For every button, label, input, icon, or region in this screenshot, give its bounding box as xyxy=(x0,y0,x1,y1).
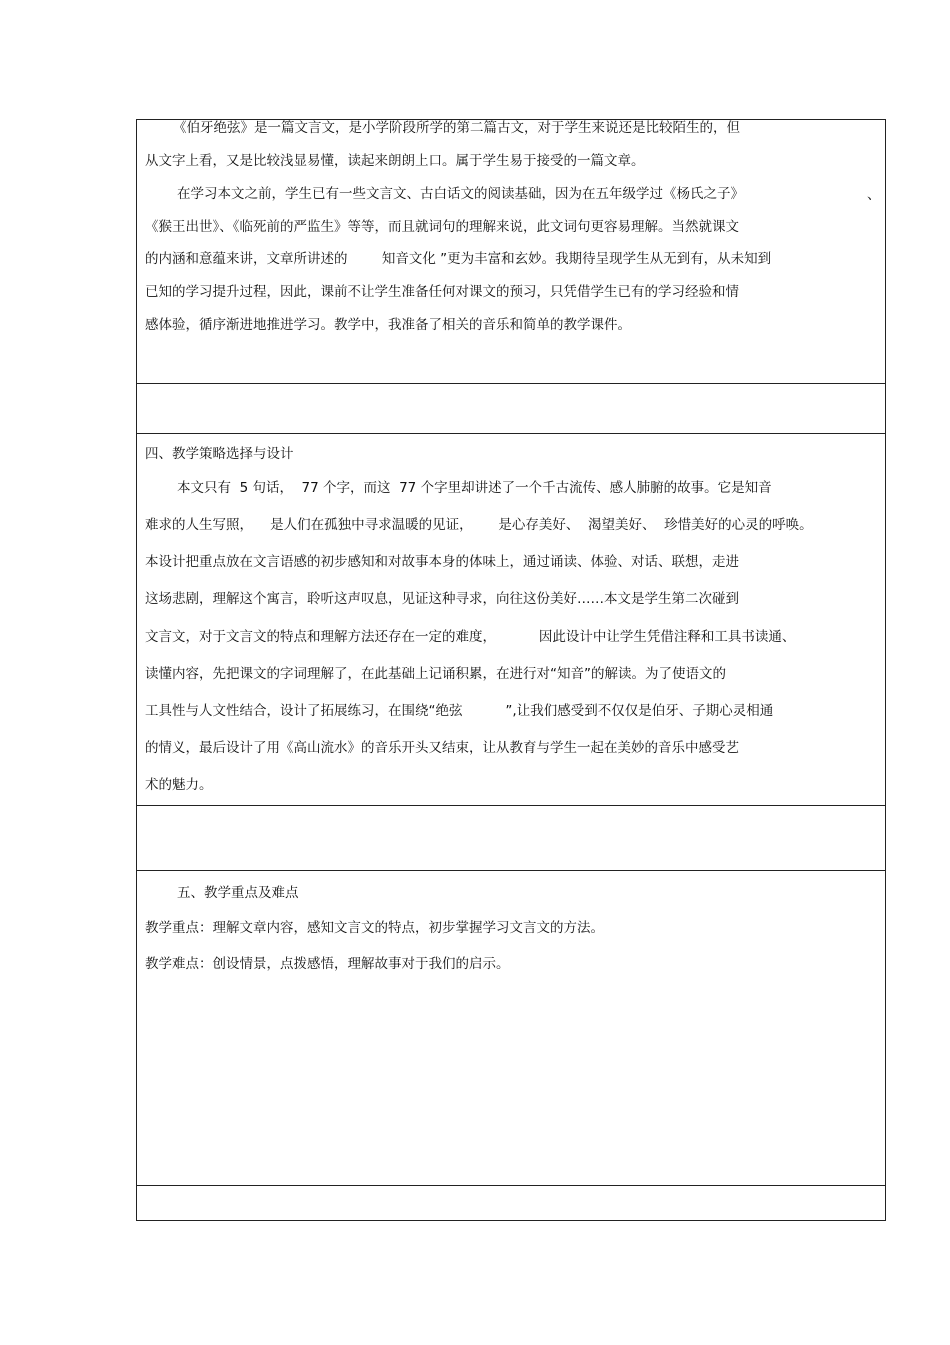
strategy-line: 这场悲剧，理解这个寓言，聆听这声叹息，见证这种寻求，向往这份美好……本文是学生第二次碰到 xyxy=(145,591,739,607)
intro-line: 的内涵和意蕴来讲，文章所讲述的 知音文化 ”更为丰富和玄妙。我期待呈现学生从无到有，从未知到 xyxy=(145,251,772,267)
strategy-line: 的情义，最后设计了用《高山流水》的音乐开头又结束，让从教育与学生一起在美妙的音乐中感受艺 xyxy=(145,740,739,756)
intro-line: 已知的学习提升过程，因此，课前不让学生准备任何对课文的预习，只凭借学生已有的学习经验和情 xyxy=(145,284,739,300)
strategy-line: 读懂内容，先把课文的字词理解了，在此基础上记诵积累，在进行对“知音”的解读。为了使语文的 xyxy=(145,666,726,682)
intro-line: 感体验，循序渐进地推进学习。教学中，我准备了相关的音乐和简单的教学课件。 xyxy=(145,317,631,333)
intro-line: 在学习本文之前，学生已有一些文言文、古白话文的阅读基础，因为在五年级学过《杨氏之子》 xyxy=(177,186,744,202)
strategy-line: 难求的人生写照， 是人们在孤独中寻求温暖的见证， 是心存美好、 渴望美好、 珍惜美好的心灵的呼唤。 xyxy=(145,517,813,533)
strategy-line: 术的魅力。 xyxy=(145,777,213,793)
difficulty-text: 教学难点：创设情景，点拨感悟，理解故事对于我们的启示。 xyxy=(145,956,510,972)
intro-line: 从文字上看，又是比较浅显易懂，读起来朗朗上口。属于学生易于接受的一篇文章。 xyxy=(145,153,645,169)
key-point-text: 教学重点：理解文章内容，感知文言文的特点，初步掌握学习文言文的方法。 xyxy=(145,920,604,936)
row-divider xyxy=(137,870,885,871)
intro-line: 《伯牙绝弦》是一篇文言文，是小学阶段所学的第二篇古文，对于学生来说还是比较陌生的，但 xyxy=(173,120,740,136)
lesson-plan-table xyxy=(136,119,886,1221)
row-divider xyxy=(137,805,885,806)
row-divider xyxy=(137,433,885,434)
intro-line: 《猴王出世》、《临死前的严监生》等等，而且就词句的理解来说，此文词句更容易理解。当然就课文 xyxy=(145,219,739,235)
section-heading: 四、教学策略选择与设计 xyxy=(145,446,294,462)
strategy-line: 工具性与人文性结合，设计了拓展练习，在围绕“绝弦 ”,让我们感受到不仅仅是伯牙、子期心灵相通 xyxy=(145,703,774,719)
strategy-line: 文言文，对于文言文的特点和理解方法还存在一定的难度， 因此设计中让学生凭借注释和工具书读通、 xyxy=(145,629,796,645)
row-divider xyxy=(137,1185,885,1186)
strategy-line: 本文只有 5 句话， 77 个字，而这 77 个字里却讲述了一个千古流传、感人肺腑的故事。它是知音 xyxy=(177,480,772,496)
strategy-line: 本设计把重点放在文言语感的初步感知和对故事本身的体味上，通过诵读、体验、对话、联想，走进 xyxy=(145,554,739,570)
section-heading: 五、教学重点及难点 xyxy=(177,885,299,901)
row-divider xyxy=(137,383,885,384)
intro-line: 、 xyxy=(867,187,881,203)
